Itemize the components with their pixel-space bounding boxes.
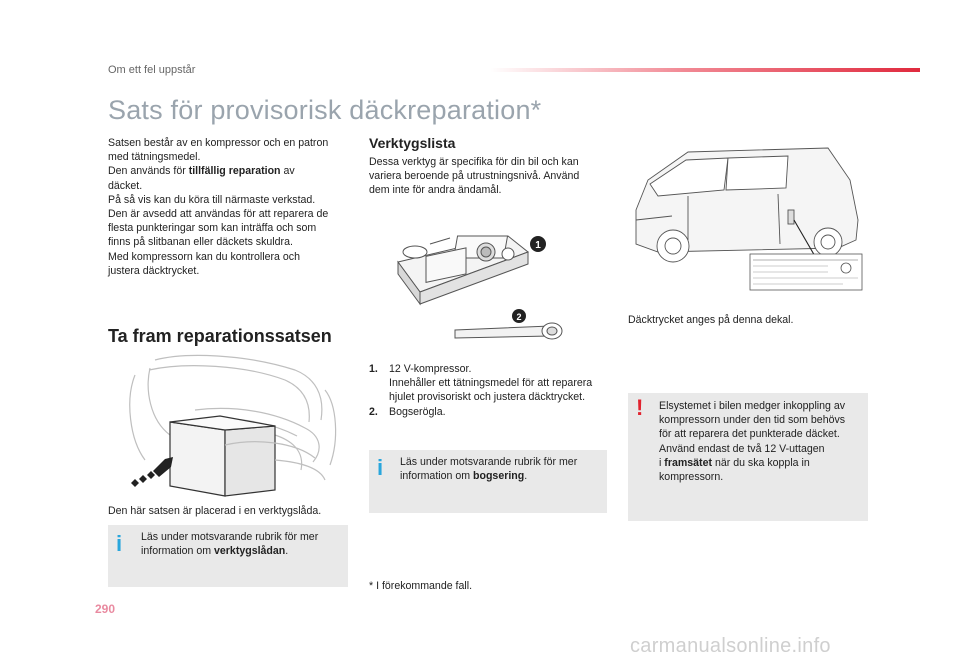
list-line: hjulet provisoriskt och justera däcktrycket. [389, 391, 586, 404]
tools-line: variera beroende på utrustningsnivå. Använd [369, 170, 580, 183]
warning-line: för att reparera det punkterade däcket. [659, 428, 840, 441]
list-item [369, 362, 619, 405]
towing-link-term: bogsering [473, 470, 525, 483]
toolbox-link-term: verktygslådan [214, 545, 286, 558]
watermark: carmanualsonline.info [630, 635, 831, 657]
info-note-text [141, 530, 346, 558]
warning-line: Använd endast de två 12 V-uttagen [659, 442, 825, 455]
towing-eye [455, 323, 562, 339]
list-line: Innehåller ett tätningsmedel för att reparera [389, 377, 593, 390]
tools-heading: Verktygslista [369, 135, 456, 151]
intro-line: Med kompressorn kan du kontrollera och [108, 250, 300, 263]
front-seat-term: framsätet [664, 456, 712, 469]
info-note-towing [369, 450, 607, 513]
note-line: Läs under motsvarande rubrik för mer [400, 456, 578, 468]
warning-text-part: i [659, 456, 665, 469]
list-item [369, 405, 619, 419]
note-line [141, 544, 346, 558]
intro-line: finns på slitbanan eller däckets skuldra. [108, 236, 293, 249]
intro-line: med tätningsmedel. [108, 151, 201, 164]
warning-line [659, 456, 867, 470]
note-line [400, 469, 605, 483]
intro-paragraph [108, 136, 353, 278]
intro-line: däcket. [108, 179, 143, 192]
tire-pressure-label [750, 254, 862, 290]
warning-line: kompressorn under den tid som behövs [659, 414, 846, 427]
intro-line [108, 164, 353, 178]
header-accent-bar [490, 68, 920, 72]
intro-bold-term: tillfällig reparation [188, 165, 281, 178]
warning-note [628, 393, 868, 521]
page-number: 290 [95, 602, 116, 616]
intro-line: Den är avsedd att användas för att reparera de [108, 208, 329, 221]
callout-2-label: 2 [516, 312, 522, 322]
arrow-icon [129, 453, 177, 489]
kit-location-caption: Den här satsen är placerad i en verktygslåda. [108, 505, 322, 517]
info-note-text [400, 455, 605, 483]
info-icon: i [377, 455, 384, 480]
intro-line: justera däcktrycket. [108, 264, 200, 277]
note-line: Läs under motsvarande rubrik för mer [141, 531, 319, 543]
list-number: 1. [369, 363, 378, 375]
warning-line: kompressorn. [659, 471, 724, 484]
intro-line: På så vis kan du köra till närmaste verkstad. [108, 193, 316, 206]
intro-line: Satsen består av en kompressor och en patron [108, 137, 329, 149]
note-text: information om [400, 470, 474, 483]
warning-text-part: när du ska koppla in [712, 456, 810, 469]
list-line: Bogserögla. [389, 405, 446, 418]
page-title: Sats för provisorisk däckreparation* [108, 95, 542, 125]
warning-icon: ! [636, 395, 644, 420]
info-note-toolbox [108, 525, 348, 587]
van-illustration [628, 140, 868, 295]
remove-kit-heading: Ta fram reparationssatsen [108, 326, 332, 346]
intro-line: flesta punkteringar som kan inträffa och som [108, 222, 317, 235]
intro-text: av [280, 165, 295, 178]
tire-pressure-caption: Däcktrycket anges på denna dekal. [628, 314, 794, 326]
list-line: 12 V-kompressor. [389, 363, 472, 375]
list-text [389, 362, 592, 405]
tools-line: Dessa verktyg är specifika för din bil och kan [369, 156, 579, 168]
tools-paragraph [369, 155, 614, 198]
intro-text: Den används för [108, 165, 189, 178]
note-text: . [285, 545, 289, 558]
tools-list [369, 362, 619, 419]
warning-text [659, 399, 867, 484]
callout-1-label: 1 [535, 240, 541, 251]
note-text: information om [141, 545, 215, 558]
info-icon: i [116, 531, 123, 556]
compressor-illustration [390, 222, 565, 347]
tools-line: dem inte för andra ändamål. [369, 184, 502, 197]
section-header: Om ett fel uppstår [108, 64, 196, 76]
list-number: 2. [369, 405, 378, 418]
footnote: * I förekommande fall. [369, 580, 473, 592]
warning-line: Elsystemet i bilen medger inkoppling av [659, 400, 846, 412]
note-text: . [524, 470, 528, 483]
